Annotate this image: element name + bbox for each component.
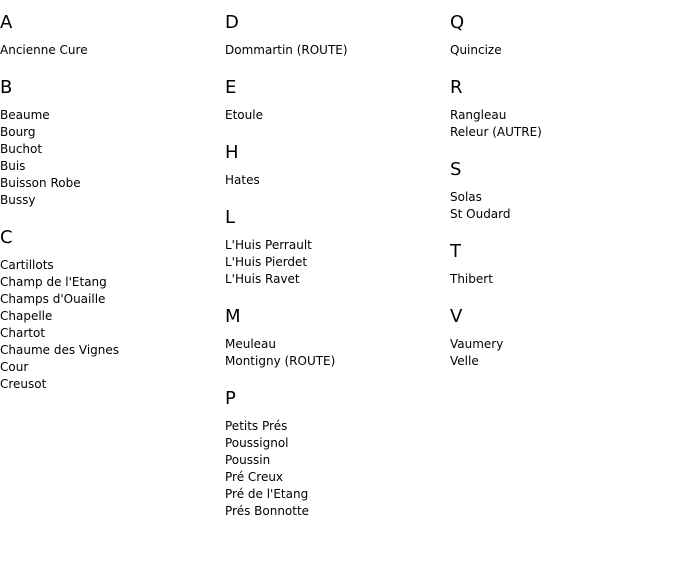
list-item [225,271,450,288]
list-item [225,336,450,353]
place-link[interactable]: Vaumery [450,337,504,351]
place-link[interactable]: L'Huis Ravet [225,272,300,286]
place-list [450,336,675,370]
list-item [0,124,225,141]
place-link[interactable]: Chapelle [0,309,53,323]
list-item [225,418,450,435]
place-list [0,42,225,59]
letter-group-r [450,77,675,141]
letter-group-t [450,241,675,288]
place-link[interactable]: Pré Creux [225,470,284,484]
list-item [450,42,675,59]
place-link[interactable]: Buisson Robe [0,176,81,190]
list-item [0,291,225,308]
list-item [225,503,450,520]
list-item [0,175,225,192]
place-list [225,336,450,370]
list-item [0,274,225,291]
list-item [225,254,450,271]
list-item [225,172,450,189]
letter-group-m [225,306,450,370]
list-item [450,107,675,124]
list-item [0,257,225,274]
place-link[interactable]: Hates [225,173,260,187]
place-link[interactable]: Pré de l'Etang [225,487,309,501]
place-list [225,418,450,520]
letter-heading: D [225,12,239,33]
list-item [225,469,450,486]
index-column-2 [225,0,450,575]
place-list [225,107,450,124]
place-link[interactable]: Dommartin (ROUTE) [225,43,348,57]
index-column-1 [0,0,225,575]
place-link[interactable]: Meuleau [225,337,277,351]
place-link[interactable]: Buchot [0,142,43,156]
place-link[interactable]: L'Huis Pierdet [225,255,308,269]
letter-heading: A [0,12,13,33]
letter-heading: Q [450,12,465,33]
place-link[interactable]: Etoule [225,108,263,122]
list-item [0,107,225,124]
list-item [450,336,675,353]
letter-heading: H [225,142,239,163]
letter-heading: C [0,227,13,248]
place-list [0,257,225,393]
letter-heading: V [450,306,463,327]
list-item [0,308,225,325]
list-item [225,452,450,469]
letter-group-l [225,207,450,288]
place-link[interactable]: Thibert [450,272,493,286]
letter-group-c [0,227,225,393]
letter-group-q [450,12,675,59]
place-link[interactable]: Quincize [450,43,502,57]
place-list [450,107,675,141]
list-item [450,124,675,141]
place-link[interactable]: Rangleau [450,108,507,122]
list-item [225,353,450,370]
place-link[interactable]: Cartillots [0,258,54,272]
place-link[interactable]: Buis [0,159,26,173]
place-link[interactable]: St Oudard [450,207,511,221]
list-item [450,271,675,288]
place-link[interactable]: Bussy [0,193,36,207]
place-link[interactable]: Bourg [0,125,36,139]
place-list [0,107,225,209]
place-link[interactable]: Releur (AUTRE) [450,125,542,139]
place-link[interactable]: Solas [450,190,482,204]
letter-heading: S [450,159,462,180]
place-link[interactable]: Poussignol [225,436,289,450]
letter-group-d [225,12,450,59]
place-list [450,42,675,59]
letter-group-a [0,12,225,59]
letter-heading: R [450,77,463,98]
letter-group-s [450,159,675,223]
letter-heading: L [225,207,236,228]
place-link[interactable]: Cour [0,360,29,374]
place-link[interactable]: Champ de l'Etang [0,275,107,289]
place-link[interactable]: Velle [450,354,479,368]
list-item [0,376,225,393]
letter-heading: B [0,77,13,98]
letter-group-e [225,77,450,124]
list-item [0,158,225,175]
list-item [225,107,450,124]
place-link[interactable]: Chartot [0,326,46,340]
list-item [225,486,450,503]
place-link[interactable]: Montigny (ROUTE) [225,354,336,368]
list-item [225,435,450,452]
letter-heading: E [225,77,237,98]
place-link[interactable]: Ancienne Cure [0,43,88,57]
list-item [0,342,225,359]
place-link[interactable]: Beaume [0,108,50,122]
place-link[interactable]: Champs d'Ouaille [0,292,106,306]
list-item [225,237,450,254]
list-item [0,192,225,209]
list-item [0,42,225,59]
list-item [0,141,225,158]
letter-group-b [0,77,225,209]
place-list [450,189,675,223]
list-item [225,42,450,59]
list-item [450,189,675,206]
list-item [0,325,225,342]
letter-group-p [225,388,450,520]
letter-group-h [225,142,450,189]
place-list [225,237,450,288]
place-list [225,172,450,189]
list-item [0,359,225,376]
place-link[interactable]: Petits Prés [225,419,288,433]
index-column-3 [450,0,675,575]
letter-heading: P [225,388,236,409]
letter-heading: M [225,306,241,327]
place-list [225,42,450,59]
letter-group-v [450,306,675,370]
place-link[interactable]: Creusot [0,377,47,391]
place-link[interactable]: Poussin [225,453,271,467]
list-item [450,206,675,223]
place-link[interactable]: Chaume des Vignes [0,343,120,357]
place-link[interactable]: Prés Bonnotte [225,504,310,518]
place-link[interactable]: L'Huis Perrault [225,238,312,252]
list-item [450,353,675,370]
place-list [450,271,675,288]
letter-heading: T [450,241,461,262]
